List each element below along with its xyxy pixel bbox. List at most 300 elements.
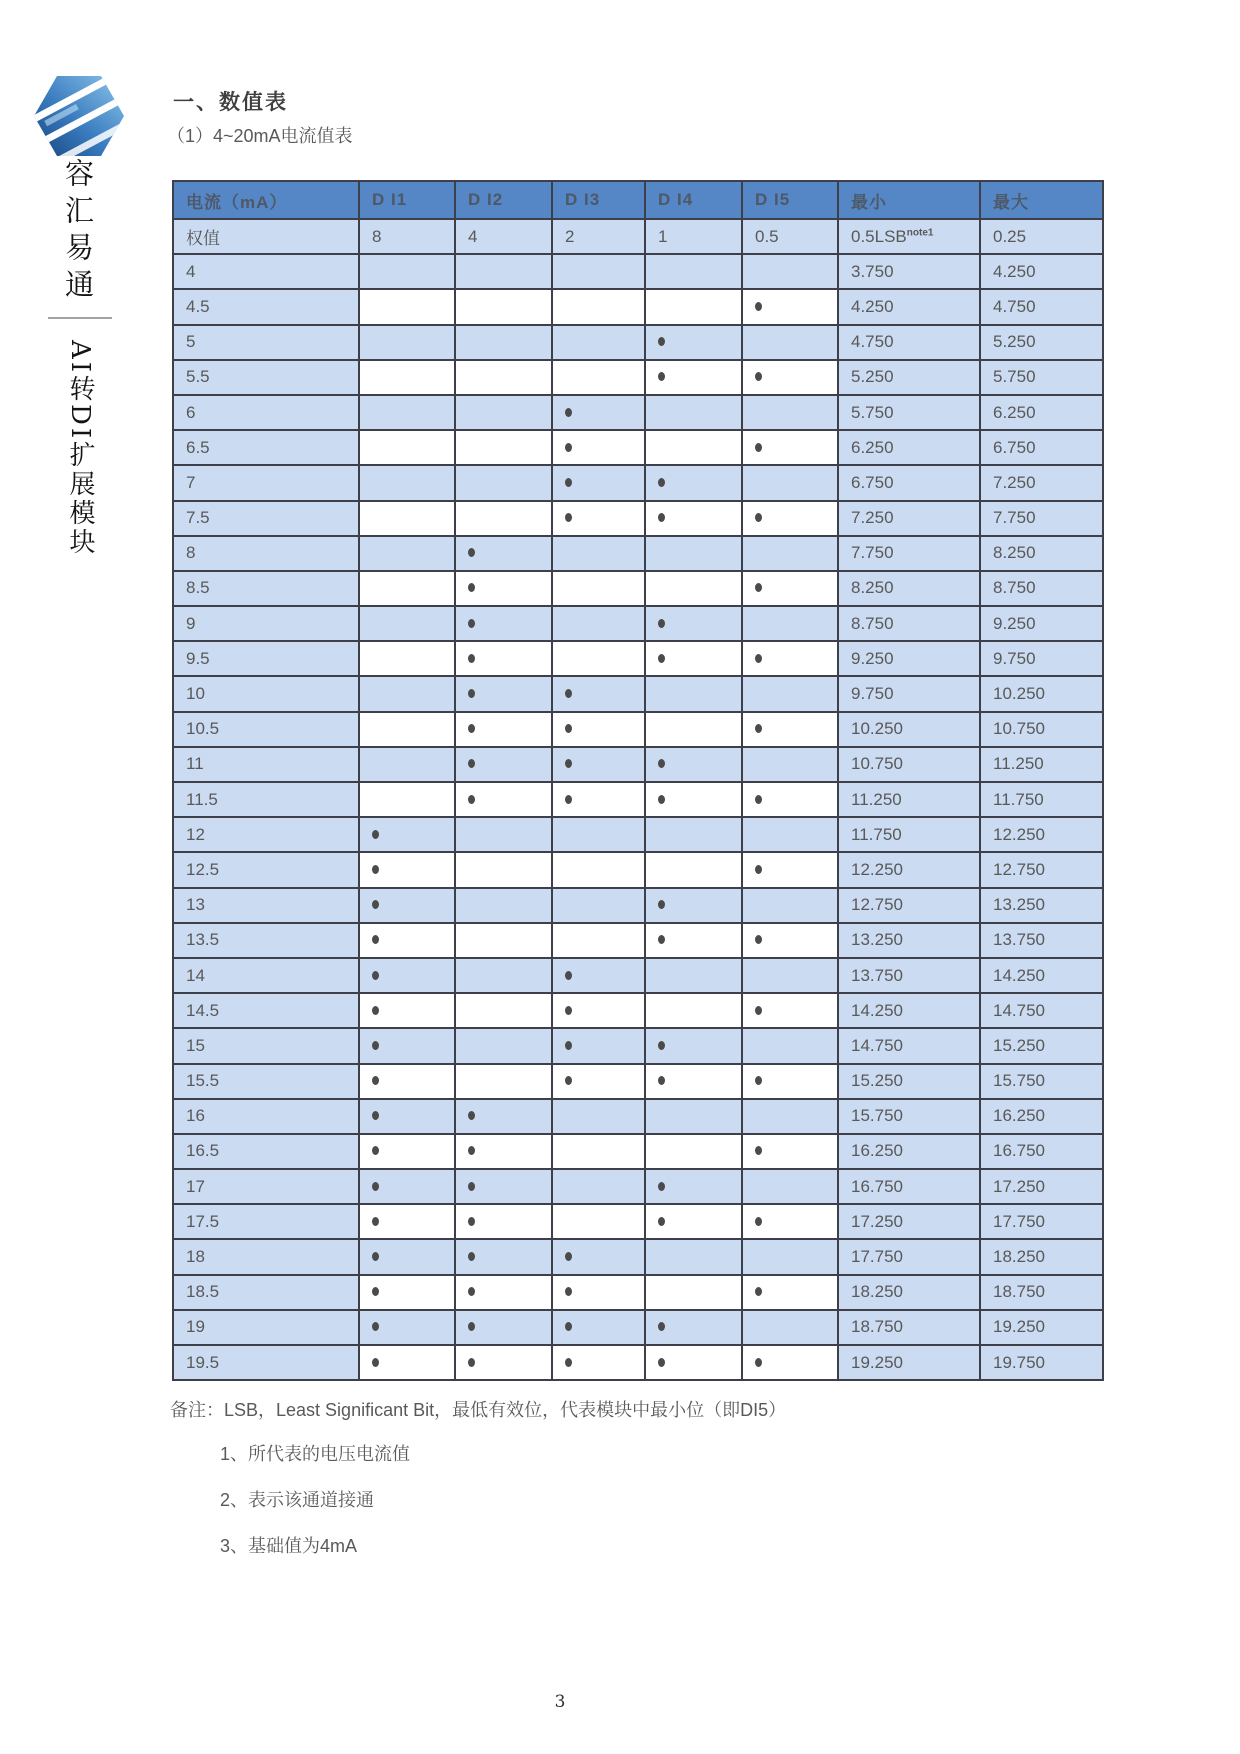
max-value-cell: 9.750: [980, 641, 1103, 676]
di-channel-cell: [455, 712, 552, 747]
di-channel-cell: [645, 1310, 742, 1345]
min-value-cell: 11.750: [838, 817, 980, 852]
note-superscript: note1: [906, 226, 934, 238]
channel-on-dot-icon: [658, 935, 665, 944]
table-row: [173, 747, 1103, 782]
di-channel-cell: [359, 1169, 455, 1204]
table-row: [173, 1204, 1103, 1239]
di-channel-cell: [552, 1345, 645, 1380]
current-value-cell: 9: [173, 606, 359, 641]
note-item: 2、表示该通道接通: [220, 1490, 375, 1510]
di-channel-cell: [552, 465, 645, 500]
max-value-cell: 18.750: [980, 1275, 1103, 1310]
channel-on-dot-icon: [755, 372, 762, 381]
di-channel-cell: [742, 1169, 838, 1204]
channel-on-dot-icon: [658, 478, 665, 487]
di-channel-cell: [552, 1064, 645, 1099]
current-value-cell: 10: [173, 676, 359, 711]
current-value-cell: 5.5: [173, 360, 359, 395]
min-value-cell: 17.250: [838, 1204, 980, 1239]
current-value-cell: 18.5: [173, 1275, 359, 1310]
di-channel-cell: [359, 571, 455, 606]
di-channel-cell: [552, 676, 645, 711]
di-channel-cell: [742, 676, 838, 711]
channel-on-dot-icon: [372, 1146, 379, 1155]
table-row: [173, 1099, 1103, 1134]
channel-on-dot-icon: [468, 1358, 475, 1367]
di-channel-cell: [552, 395, 645, 430]
channel-on-dot-icon: [468, 1146, 475, 1155]
current-value-cell: 15: [173, 1028, 359, 1063]
min-value-cell: 6.750: [838, 465, 980, 500]
channel-on-dot-icon: [658, 1358, 665, 1367]
current-value-cell: 7.5: [173, 501, 359, 536]
table-row: [173, 1310, 1103, 1345]
channel-on-dot-icon: [755, 935, 762, 944]
sidebar-divider: [48, 317, 112, 319]
di-channel-cell: [455, 1169, 552, 1204]
di-channel-cell: [645, 1275, 742, 1310]
table-row: [173, 1064, 1103, 1099]
di-channel-cell: [455, 641, 552, 676]
di-channel-cell: [742, 852, 838, 887]
di-channel-cell: [455, 676, 552, 711]
di-channel-cell: [455, 923, 552, 958]
max-value-cell: 10.750: [980, 712, 1103, 747]
di-channel-cell: [552, 817, 645, 852]
table-row: [173, 1169, 1103, 1204]
di-channel-cell: [742, 1239, 838, 1274]
di-channel-cell: [455, 1310, 552, 1345]
di-channel-cell: [742, 1028, 838, 1063]
current-value-cell: 15.5: [173, 1064, 359, 1099]
table-row: [173, 1239, 1103, 1274]
channel-on-dot-icon: [565, 1041, 572, 1050]
di-channel-cell: [359, 888, 455, 923]
di-channel-cell: [359, 1134, 455, 1169]
max-value-cell: 10.250: [980, 676, 1103, 711]
di-channel-cell: [359, 360, 455, 395]
channel-on-dot-icon: [755, 654, 762, 663]
channel-on-dot-icon: [658, 372, 665, 381]
di-channel-cell: [742, 1099, 838, 1134]
table-row: [173, 641, 1103, 676]
di-channel-cell: [455, 817, 552, 852]
di-channel-cell: [552, 958, 645, 993]
di-channel-cell: [359, 1239, 455, 1274]
di-channel-cell: [359, 536, 455, 571]
di-channel-cell: [742, 465, 838, 500]
channel-on-dot-icon: [565, 1076, 572, 1085]
table-row: [173, 430, 1103, 465]
di-channel-cell: [552, 325, 645, 360]
table-row: [173, 360, 1103, 395]
di-channel-cell: [645, 325, 742, 360]
column-header: D I5: [742, 181, 838, 219]
di-channel-cell: [645, 747, 742, 782]
di-channel-cell: [552, 782, 645, 817]
channel-on-dot-icon: [468, 795, 475, 804]
min-value-cell: 11.250: [838, 782, 980, 817]
di-channel-cell: [742, 782, 838, 817]
weight-value-cell: 0.5: [742, 219, 838, 254]
channel-on-dot-icon: [658, 1322, 665, 1331]
max-value-cell: 19.250: [980, 1310, 1103, 1345]
channel-on-dot-icon: [755, 1006, 762, 1015]
table-header-row: [173, 181, 1103, 219]
current-value-cell: 8: [173, 536, 359, 571]
table-row: [173, 536, 1103, 571]
di-channel-cell: [552, 1310, 645, 1345]
di-channel-cell: [742, 1345, 838, 1380]
channel-on-dot-icon: [565, 724, 572, 733]
channel-on-dot-icon: [372, 971, 379, 980]
di-channel-cell: [645, 852, 742, 887]
page-number: 3: [554, 1692, 566, 1712]
table-row: [173, 1345, 1103, 1380]
di-channel-cell: [742, 606, 838, 641]
di-channel-cell: [552, 1134, 645, 1169]
min-value-cell: 19.250: [838, 1345, 980, 1380]
max-value-cell: 13.250: [980, 888, 1103, 923]
di-channel-cell: [645, 676, 742, 711]
section-title: 一、数值表: [173, 91, 288, 114]
di-channel-cell: [455, 1099, 552, 1134]
min-value-cell: 4.250: [838, 289, 980, 324]
channel-on-dot-icon: [755, 1358, 762, 1367]
min-value-cell: 7.250: [838, 501, 980, 536]
channel-on-dot-icon: [372, 1322, 379, 1331]
min-value-cell: 13.250: [838, 923, 980, 958]
di-channel-cell: [359, 289, 455, 324]
di-channel-cell: [552, 923, 645, 958]
channel-on-dot-icon: [468, 724, 475, 733]
current-value-cell: 4.5: [173, 289, 359, 324]
di-channel-cell: [552, 1169, 645, 1204]
channel-on-dot-icon: [565, 1322, 572, 1331]
max-value-cell: 6.250: [980, 395, 1103, 430]
di-channel-cell: [359, 501, 455, 536]
current-value-cell: 18: [173, 1239, 359, 1274]
channel-on-dot-icon: [372, 1111, 379, 1120]
current-values-table: [172, 180, 1104, 1381]
di-channel-cell: [359, 852, 455, 887]
channel-on-dot-icon: [565, 1287, 572, 1296]
current-value-cell: 10.5: [173, 712, 359, 747]
di-channel-cell: [455, 888, 552, 923]
max-lsb-cell: 0.25: [980, 219, 1103, 254]
current-value-cell: 16: [173, 1099, 359, 1134]
min-value-cell: 14.750: [838, 1028, 980, 1063]
di-channel-cell: [742, 1204, 838, 1239]
di-channel-cell: [742, 817, 838, 852]
channel-on-dot-icon: [755, 583, 762, 592]
di-channel-cell: [645, 289, 742, 324]
di-channel-cell: [552, 1099, 645, 1134]
min-value-cell: 4.750: [838, 325, 980, 360]
current-value-cell: 14.5: [173, 993, 359, 1028]
channel-on-dot-icon: [468, 689, 475, 698]
di-channel-cell: [359, 747, 455, 782]
table-row: [173, 782, 1103, 817]
di-channel-cell: [552, 1204, 645, 1239]
di-channel-cell: [359, 712, 455, 747]
di-channel-cell: [645, 958, 742, 993]
current-value-cell: 19.5: [173, 1345, 359, 1380]
di-channel-cell: [645, 571, 742, 606]
min-value-cell: 10.250: [838, 712, 980, 747]
table-row: [173, 1134, 1103, 1169]
column-header: D I4: [645, 181, 742, 219]
di-channel-cell: [645, 1204, 742, 1239]
di-channel-cell: [742, 923, 838, 958]
column-header: 最小: [838, 181, 980, 219]
channel-on-dot-icon: [372, 935, 379, 944]
di-channel-cell: [455, 1028, 552, 1063]
min-value-cell: 3.750: [838, 254, 980, 289]
table-row: [173, 712, 1103, 747]
column-header: 电流（mA）: [173, 181, 359, 219]
current-value-cell: 11.5: [173, 782, 359, 817]
min-value-cell: 9.250: [838, 641, 980, 676]
channel-on-dot-icon: [468, 1287, 475, 1296]
di-channel-cell: [359, 993, 455, 1028]
channel-on-dot-icon: [372, 1041, 379, 1050]
channel-on-dot-icon: [565, 759, 572, 768]
di-channel-cell: [455, 1204, 552, 1239]
channel-on-dot-icon: [565, 478, 572, 487]
di-channel-cell: [552, 289, 645, 324]
di-channel-cell: [455, 360, 552, 395]
di-channel-cell: [645, 1028, 742, 1063]
table-row: [173, 993, 1103, 1028]
current-value-cell: 19: [173, 1310, 359, 1345]
current-value-cell: 4: [173, 254, 359, 289]
max-value-cell: 14.750: [980, 993, 1103, 1028]
di-channel-cell: [359, 676, 455, 711]
channel-on-dot-icon: [468, 1182, 475, 1191]
di-channel-cell: [359, 1064, 455, 1099]
di-channel-cell: [359, 817, 455, 852]
channel-on-dot-icon: [755, 1287, 762, 1296]
weight-value-cell: 1: [645, 219, 742, 254]
di-channel-cell: [742, 1134, 838, 1169]
column-header: 最大: [980, 181, 1103, 219]
di-channel-cell: [552, 1239, 645, 1274]
max-value-cell: 16.250: [980, 1099, 1103, 1134]
di-channel-cell: [645, 536, 742, 571]
max-value-cell: 18.250: [980, 1239, 1103, 1274]
table-row: [173, 888, 1103, 923]
channel-on-dot-icon: [755, 1076, 762, 1085]
min-value-cell: 16.250: [838, 1134, 980, 1169]
di-channel-cell: [552, 641, 645, 676]
channel-on-dot-icon: [372, 865, 379, 874]
remark-line: 备注：LSB，Least Significant Bit，最低有效位，代表模块中最小位（即DI5）: [170, 1400, 787, 1420]
current-value-cell: 8.5: [173, 571, 359, 606]
channel-on-dot-icon: [468, 548, 475, 557]
min-value-cell: 18.750: [838, 1310, 980, 1345]
di-channel-cell: [742, 254, 838, 289]
di-channel-cell: [742, 1310, 838, 1345]
current-value-cell: 17.5: [173, 1204, 359, 1239]
channel-on-dot-icon: [658, 759, 665, 768]
max-value-cell: 7.750: [980, 501, 1103, 536]
di-channel-cell: [645, 923, 742, 958]
current-value-cell: 7: [173, 465, 359, 500]
channel-on-dot-icon: [658, 513, 665, 522]
di-channel-cell: [742, 395, 838, 430]
di-channel-cell: [552, 888, 645, 923]
max-value-cell: 8.750: [980, 571, 1103, 606]
di-channel-cell: [742, 641, 838, 676]
di-channel-cell: [645, 430, 742, 465]
di-channel-cell: [359, 1099, 455, 1134]
channel-on-dot-icon: [468, 1111, 475, 1120]
di-channel-cell: [742, 993, 838, 1028]
column-header: D I1: [359, 181, 455, 219]
di-channel-cell: [359, 641, 455, 676]
table-row: [173, 289, 1103, 324]
di-channel-cell: [455, 430, 552, 465]
channel-on-dot-icon: [658, 654, 665, 663]
channel-on-dot-icon: [468, 759, 475, 768]
max-value-cell: 7.250: [980, 465, 1103, 500]
channel-on-dot-icon: [468, 1252, 475, 1261]
di-channel-cell: [645, 888, 742, 923]
channel-on-dot-icon: [755, 1217, 762, 1226]
channel-on-dot-icon: [468, 583, 475, 592]
current-value-cell: 11: [173, 747, 359, 782]
di-channel-cell: [552, 571, 645, 606]
max-value-cell: 12.750: [980, 852, 1103, 887]
di-channel-cell: [552, 430, 645, 465]
table-row: [173, 501, 1103, 536]
brand-vertical-text: 容汇易通: [61, 158, 95, 306]
current-value-cell: 5: [173, 325, 359, 360]
channel-on-dot-icon: [468, 1217, 475, 1226]
di-channel-cell: [455, 254, 552, 289]
weight-row: [173, 219, 1103, 254]
min-value-cell: 15.250: [838, 1064, 980, 1099]
di-channel-cell: [455, 289, 552, 324]
channel-on-dot-icon: [755, 1146, 762, 1155]
min-value-cell: 17.750: [838, 1239, 980, 1274]
di-channel-cell: [552, 254, 645, 289]
min-value-cell: 9.750: [838, 676, 980, 711]
channel-on-dot-icon: [372, 900, 379, 909]
channel-on-dot-icon: [658, 900, 665, 909]
di-channel-cell: [742, 747, 838, 782]
di-channel-cell: [359, 923, 455, 958]
channel-on-dot-icon: [755, 795, 762, 804]
note-item: 3、基础值为4mA: [220, 1536, 358, 1556]
di-channel-cell: [455, 1064, 552, 1099]
column-header: D I2: [455, 181, 552, 219]
channel-on-dot-icon: [755, 513, 762, 522]
di-channel-cell: [359, 782, 455, 817]
min-value-cell: 5.250: [838, 360, 980, 395]
channel-on-dot-icon: [565, 795, 572, 804]
di-channel-cell: [742, 501, 838, 536]
di-channel-cell: [359, 958, 455, 993]
table-row: [173, 923, 1103, 958]
max-value-cell: 4.250: [980, 254, 1103, 289]
current-value-cell: 13: [173, 888, 359, 923]
channel-on-dot-icon: [658, 795, 665, 804]
di-channel-cell: [742, 1064, 838, 1099]
weight-label-cell: 权值: [173, 219, 359, 254]
di-channel-cell: [742, 430, 838, 465]
channel-on-dot-icon: [658, 619, 665, 628]
channel-on-dot-icon: [468, 619, 475, 628]
di-channel-cell: [645, 465, 742, 500]
di-channel-cell: [359, 325, 455, 360]
min-value-cell: 8.250: [838, 571, 980, 606]
min-value-cell: 14.250: [838, 993, 980, 1028]
channel-on-dot-icon: [565, 513, 572, 522]
di-channel-cell: [455, 1275, 552, 1310]
current-value-cell: 6.5: [173, 430, 359, 465]
di-channel-cell: [359, 606, 455, 641]
di-channel-cell: [742, 958, 838, 993]
table-row: [173, 1275, 1103, 1310]
min-value-cell: 8.750: [838, 606, 980, 641]
channel-on-dot-icon: [372, 1252, 379, 1261]
channel-on-dot-icon: [755, 302, 762, 311]
max-value-cell: 11.750: [980, 782, 1103, 817]
table-row: [173, 465, 1103, 500]
di-channel-cell: [645, 1134, 742, 1169]
channel-on-dot-icon: [468, 1322, 475, 1331]
min-value-cell: 6.250: [838, 430, 980, 465]
current-value-cell: 17: [173, 1169, 359, 1204]
di-channel-cell: [455, 571, 552, 606]
di-channel-cell: [742, 888, 838, 923]
channel-on-dot-icon: [658, 337, 665, 346]
di-channel-cell: [552, 536, 645, 571]
di-channel-cell: [455, 958, 552, 993]
di-channel-cell: [645, 1169, 742, 1204]
di-channel-cell: [455, 465, 552, 500]
channel-on-dot-icon: [565, 1252, 572, 1261]
di-channel-cell: [742, 536, 838, 571]
di-channel-cell: [645, 782, 742, 817]
min-value-cell: 5.750: [838, 395, 980, 430]
channel-on-dot-icon: [372, 1182, 379, 1191]
channel-on-dot-icon: [372, 1006, 379, 1015]
di-channel-cell: [455, 325, 552, 360]
di-channel-cell: [359, 1028, 455, 1063]
channel-on-dot-icon: [468, 654, 475, 663]
min-value-cell: 15.750: [838, 1099, 980, 1134]
di-channel-cell: [359, 254, 455, 289]
di-channel-cell: [645, 817, 742, 852]
di-channel-cell: [742, 571, 838, 606]
di-channel-cell: [645, 501, 742, 536]
di-channel-cell: [455, 501, 552, 536]
min-value-cell: 10.750: [838, 747, 980, 782]
section-subtitle: （1）4~20mA电流值表: [167, 126, 353, 146]
di-channel-cell: [359, 1310, 455, 1345]
channel-on-dot-icon: [658, 1076, 665, 1085]
max-value-cell: 19.750: [980, 1345, 1103, 1380]
module-name-vertical-text: AI转DI扩展模块: [65, 340, 95, 558]
current-value-cell: 13.5: [173, 923, 359, 958]
min-value-cell: 12.250: [838, 852, 980, 887]
max-value-cell: 17.250: [980, 1169, 1103, 1204]
table-row: [173, 606, 1103, 641]
